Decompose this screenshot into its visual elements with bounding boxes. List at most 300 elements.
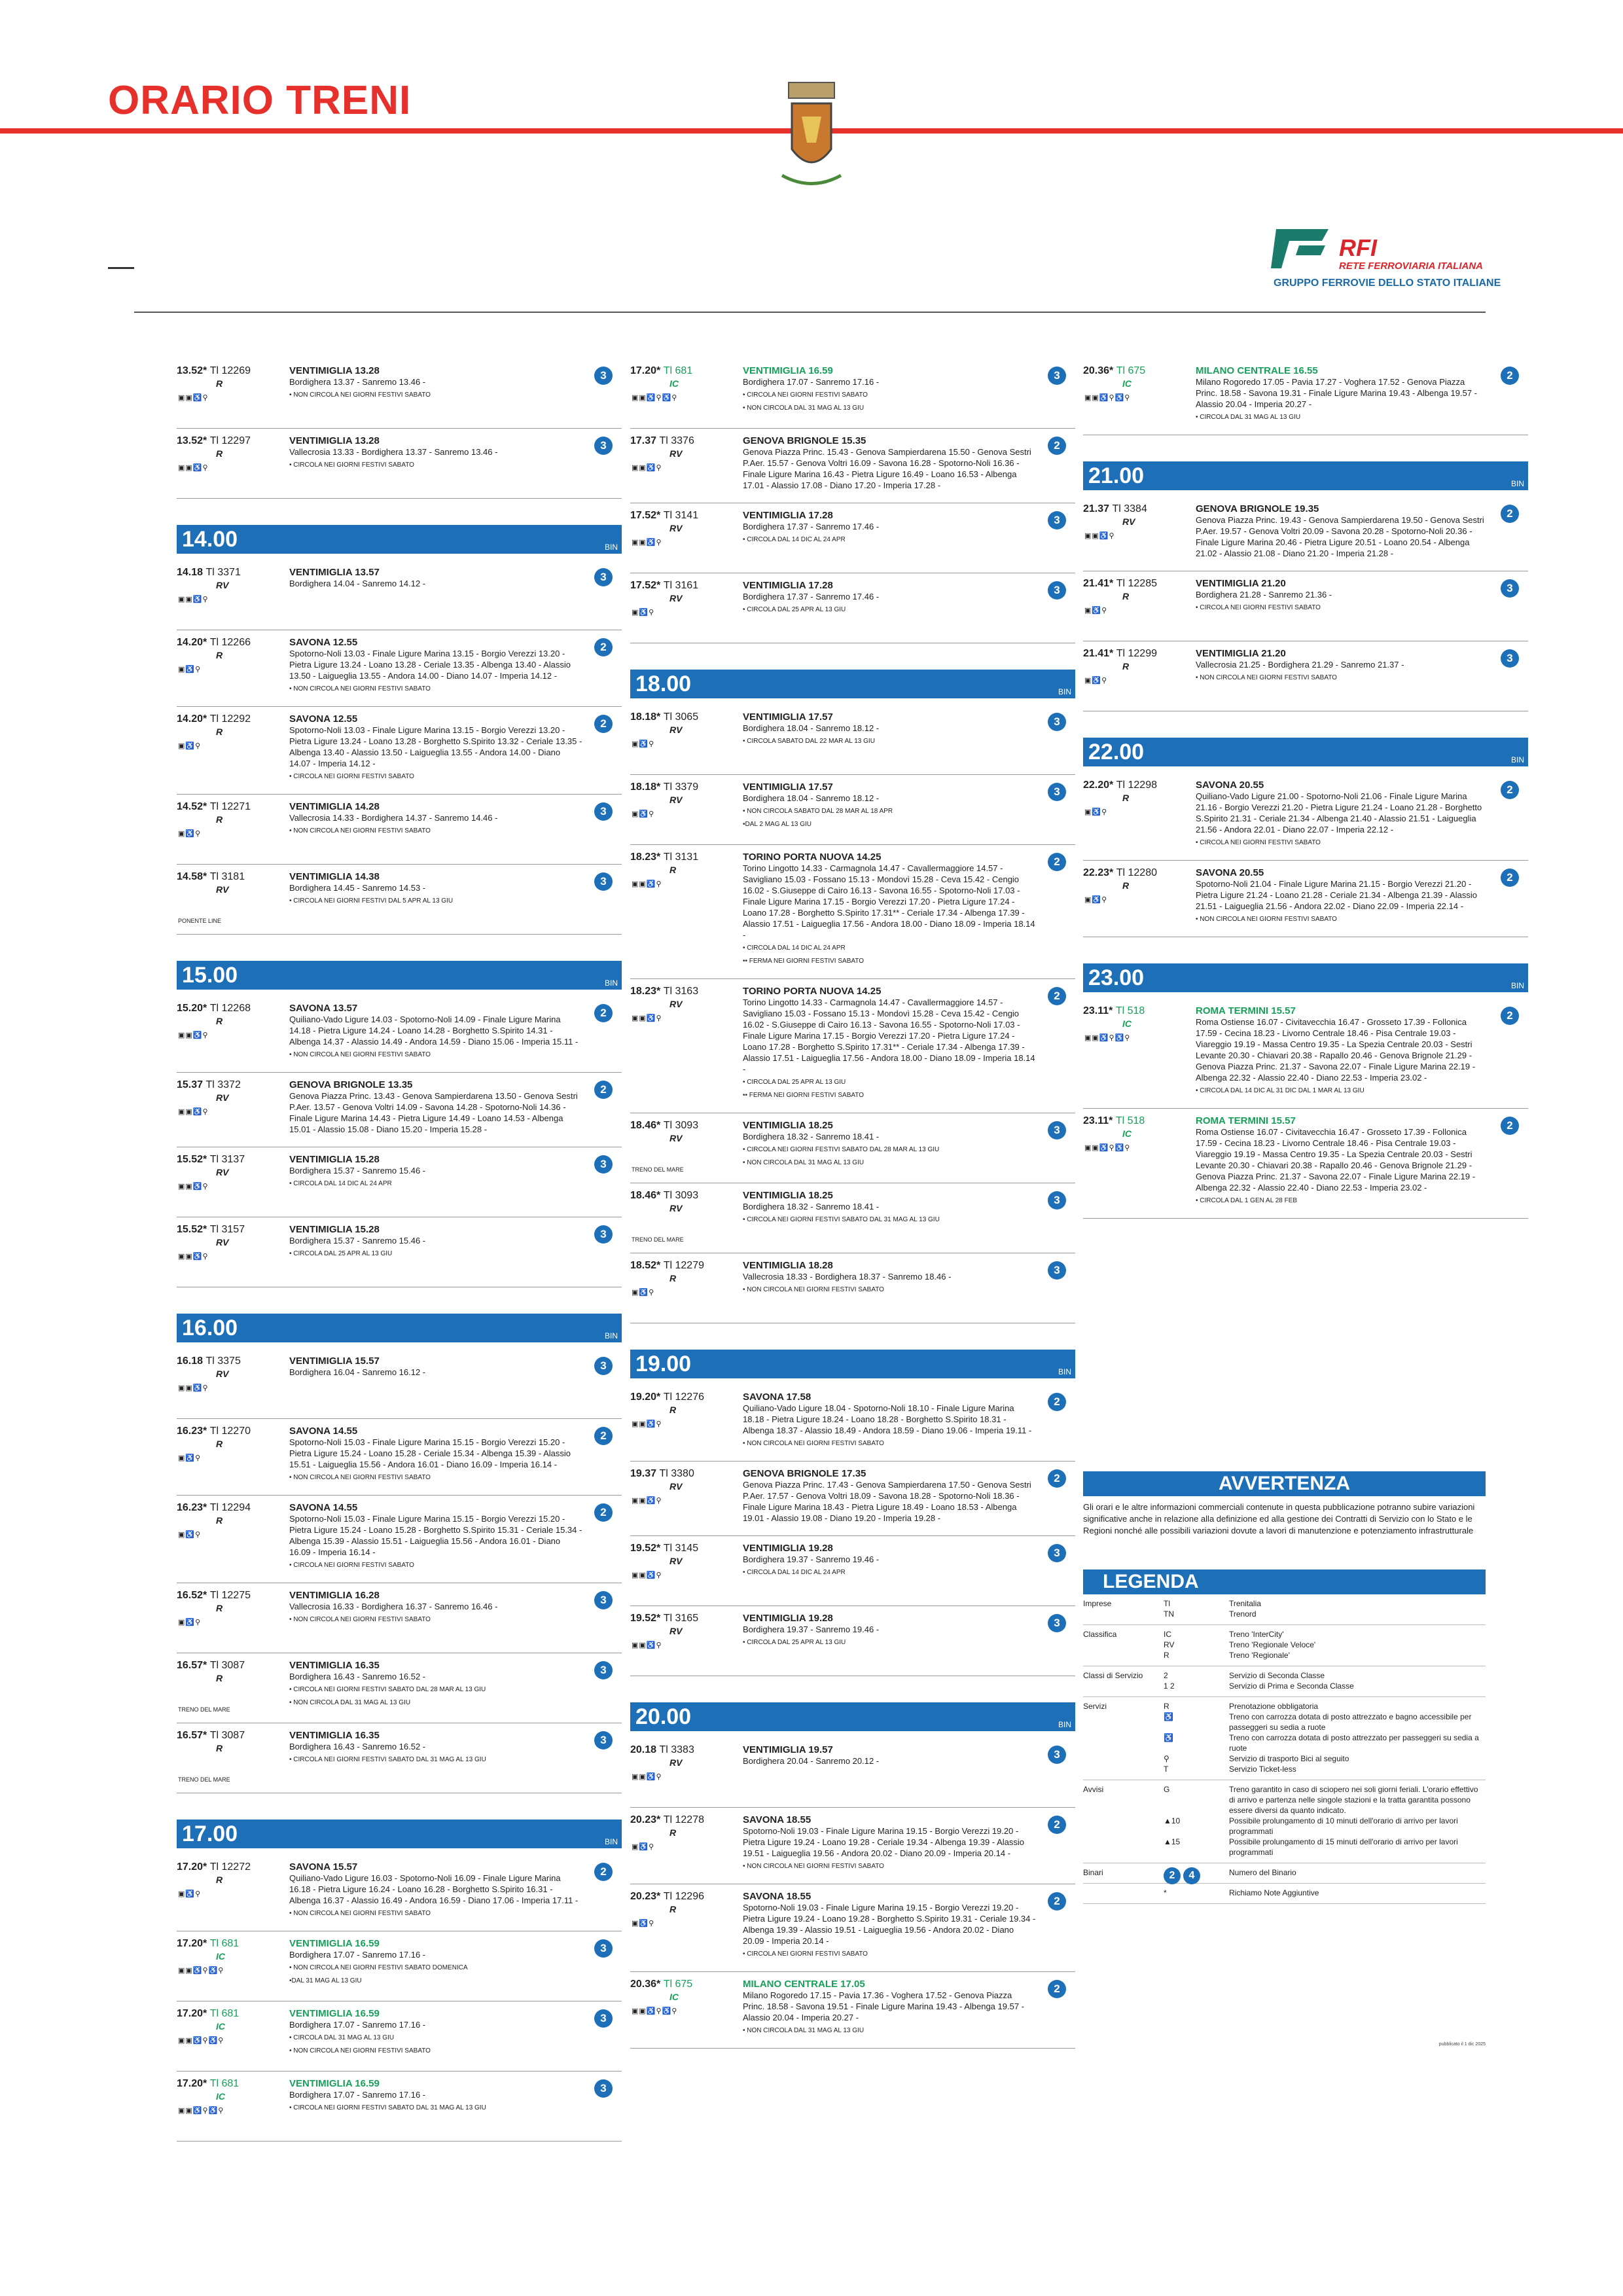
- legend-symbol: ▲15: [1164, 1837, 1181, 1846]
- train-entry: [1083, 641, 1528, 711]
- train-entry: [177, 2001, 622, 2072]
- origin-station: VENTIMIGLIA 16.59: [289, 1938, 380, 1949]
- legend-description: Servizio di trasporto Bici al seguito: [1229, 1754, 1349, 1763]
- legend-item: [1164, 1650, 1486, 1660]
- legend-description: Treno con carrozza dotata di posto attrezzato e bagno accessibile per passeggeri su sedia a ruote: [1229, 1712, 1472, 1732]
- bin-label: BIN: [1058, 1367, 1071, 1376]
- departure-time: 18.46*: [630, 1120, 664, 1131]
- service-icons: ▣♿⚲: [632, 609, 655, 617]
- train-number: Tl 12298: [1116, 780, 1157, 791]
- train-entry: [177, 429, 622, 499]
- service-icons: ▣▣♿⚲: [632, 1641, 662, 1649]
- platform-badge: 3: [1048, 1544, 1066, 1562]
- route-stops: Bordighera 14.04 - Sanremo 14.12 -: [289, 579, 426, 588]
- train-body: [743, 1543, 1036, 1578]
- service-icons: ▣▣♿⚲: [178, 1384, 209, 1392]
- service-icons: ▣♿⚲: [178, 1454, 202, 1462]
- train-note: • NON CIRCOLA NEI GIORNI FESTIVI SABATO: [289, 391, 431, 399]
- bin-label: BIN: [604, 978, 618, 988]
- train-entry: [177, 1931, 622, 2001]
- origin-station: ROMA TERMINI 15.57: [1196, 1115, 1296, 1126]
- hour-header: [1083, 461, 1528, 490]
- departure-time: 17.37: [630, 435, 660, 446]
- hour-header: [630, 670, 1075, 698]
- origin-station: VENTIMIGLIA 15.57: [289, 1355, 380, 1367]
- hour-header: [1083, 738, 1528, 766]
- train-body: [289, 1355, 582, 1378]
- departure-time: 18.18*: [630, 711, 664, 723]
- train-entry: [1083, 497, 1528, 571]
- train-number: Tl 3137: [209, 1154, 245, 1165]
- train-number: Tl 675: [663, 1979, 693, 1990]
- page-title: ORARIO TRENI: [108, 78, 412, 123]
- service-icons: ▣♿⚲: [632, 810, 655, 818]
- bin-label: BIN: [604, 543, 618, 552]
- train-entry: [177, 1496, 622, 1583]
- train-body: [743, 986, 1036, 1101]
- departure: [1083, 648, 1157, 659]
- train-note: • NON CIRCOLA NEI GIORNI FESTIVI SABATO: [289, 1910, 431, 1917]
- origin-station: VENTIMIGLIA 21.20: [1196, 648, 1286, 659]
- platform-badge: 2: [1501, 1007, 1519, 1025]
- route-stops: Bordighera 17.07 - Sanremo 17.16 -: [289, 2020, 426, 2030]
- departure: [177, 637, 251, 648]
- service-icons: ▣▣♿⚲: [632, 1571, 662, 1579]
- departure: [177, 2078, 239, 2089]
- train-note: • NON CIRCOLA DAL 31 MAG AL 13 GIU: [743, 1159, 865, 1166]
- service-icons: ▣▣♿⚲♿⚲: [178, 1967, 224, 1975]
- train-entry: [177, 1349, 622, 1419]
- hour-header: [630, 1350, 1075, 1378]
- train-number: Tl 12270: [209, 1426, 251, 1437]
- legend-symbol: 2: [1164, 1671, 1168, 1680]
- train-category-icon: RV: [669, 593, 683, 603]
- train-body: [743, 781, 1036, 830]
- train-body: [743, 435, 1036, 491]
- route-stops: Bordighera 16.43 - Sanremo 16.52 -: [289, 1742, 426, 1751]
- train-number: Tl 12292: [209, 713, 251, 725]
- publication-note: pubblicato il 1 dic 2025: [1438, 2042, 1486, 2047]
- train-number: Tl 3093: [663, 1120, 699, 1131]
- train-entry: [1083, 861, 1528, 937]
- departure: [630, 365, 692, 376]
- departure: [177, 435, 251, 446]
- origin-station: VENTIMIGLIA 19.57: [743, 1744, 833, 1755]
- platform-badge: 3: [594, 1155, 613, 1174]
- legend-item: [1164, 1598, 1486, 1609]
- train-note: • NON CIRCOLA NEI GIORNI FESTIVI SABATO: [289, 2047, 431, 2054]
- departure-time: 16.52*: [177, 1590, 210, 1601]
- origin-station: VENTIMIGLIA 17.28: [743, 580, 833, 591]
- route-stops: Bordighera 20.04 - Sanremo 20.12 -: [743, 1756, 880, 1766]
- train-category-icon: RV: [1122, 516, 1135, 527]
- train-number: Tl 3379: [663, 781, 699, 793]
- route-stops: Milano Rogoredo 17.05 - Pavia 17.27 - Voghera 17.52 - Genova Piazza Princ. 18.58 - Savona 19.31 - Finale Ligure Marina 19.43 - Albenga 19.57 - Alassio 20.04 - Imperia 20.27 -: [1196, 377, 1477, 409]
- departure-time: 21.41*: [1083, 578, 1116, 589]
- train-note: •DAL 2 MAG AL 13 GIU: [743, 821, 812, 828]
- coat-of-arms-logo: [769, 77, 854, 202]
- origin-station: GENOVA BRIGNOLE 17.35: [743, 1468, 866, 1479]
- train-category-icon: R: [669, 865, 677, 875]
- train-number: Tl 3131: [663, 852, 699, 863]
- route-stops: Spotorno-Noli 19.03 - Finale Ligure Marina 19.15 - Borgio Verezzi 19.20 - Pietra Ligure 19.24 - Loano 19.28 - Ceriale 19.34 - Albenga 19.39 - Alassio 19.51 - Laigueglia 19.56 - Andora 20.02 - Diano 20.09 - Imperia 20.14 -: [743, 1826, 1025, 1858]
- route-stops: Bordighera 18.32 - Sanremo 18.41 -: [743, 1202, 880, 1211]
- train-category-icon: RV: [669, 725, 683, 735]
- train-number: Tl 12266: [209, 637, 251, 648]
- legend-group-name: Classi di Servizio: [1083, 1671, 1143, 1680]
- legend-group-name: Binari: [1083, 1868, 1103, 1877]
- platform-badge: 3: [594, 437, 613, 455]
- departure-time: 17.20*: [177, 1938, 210, 1949]
- legend-symbol: Tl: [1164, 1599, 1170, 1608]
- departure: [630, 781, 698, 793]
- bin-label: BIN: [1058, 687, 1071, 696]
- train-category-icon: RV: [216, 1167, 229, 1177]
- train-note: • NON CIRCOLA NEI GIORNI FESTIVI SABATO: [743, 1440, 884, 1447]
- origin-station: VENTIMIGLIA 16.28: [289, 1590, 380, 1601]
- service-icons: ▣♿⚲: [632, 1920, 655, 1928]
- platform-badge: 2: [1048, 437, 1066, 455]
- departure-time: 15.20*: [177, 1003, 210, 1014]
- hour-label: 18.00: [635, 672, 692, 696]
- departure-time: 17.20*: [177, 1861, 210, 1873]
- train-entry: [630, 979, 1075, 1113]
- train-note: • CIRCOLA NEI GIORNI FESTIVI SABATO: [289, 461, 414, 469]
- hour-header: [177, 1820, 622, 1848]
- train-entry: [177, 1147, 622, 1217]
- train-entry: [630, 705, 1075, 775]
- route-stops: Vallecrosia 16.33 - Bordighera 16.37 - Sanremo 16.46 -: [289, 1602, 498, 1611]
- train-note: • NON CIRCOLA NEI GIORNI FESTIVI SABATO DOMENICA: [289, 1964, 468, 1971]
- service-icons: ▣▣♿⚲: [632, 1497, 662, 1505]
- departure: [630, 1190, 698, 1201]
- train-number: Tl 3065: [663, 711, 699, 723]
- train-entry: [630, 503, 1075, 573]
- departure: [630, 711, 698, 723]
- platform-badge: 4: [1183, 1867, 1200, 1884]
- train-body: [289, 567, 582, 589]
- service-icons: ▣▣♿⚲: [632, 464, 662, 472]
- origin-station: SAVONA 18.55: [743, 1814, 812, 1825]
- train-entry: [630, 1183, 1075, 1253]
- train-category-icon: RV: [669, 523, 683, 533]
- train-number: Tl 12275: [209, 1590, 251, 1601]
- origin-station: GENOVA BRIGNOLE 19.35: [1196, 503, 1319, 514]
- departure-time: 20.36*: [630, 1979, 664, 1990]
- legend-description: Prenotazione obbligatoria: [1229, 1702, 1319, 1711]
- train-note: • CIRCOLA DAL 14 DIC AL 31 DIC DAL 1 MAR AL 13 GIU: [1196, 1087, 1364, 1094]
- train-note: • NON CIRCOLA NEI GIORNI FESTIVI SABATO: [1196, 916, 1337, 923]
- content-rule: [134, 312, 1486, 313]
- train-note: • CIRCOLA DAL 31 MAG AL 13 GIU: [289, 2034, 395, 2041]
- departure: [177, 1355, 241, 1367]
- train-number: Tl 12294: [209, 1502, 251, 1513]
- departure-time: 18.23*: [630, 852, 664, 863]
- train-category-icon: R: [216, 448, 223, 459]
- train-body: [743, 365, 1036, 414]
- platform-badge: 3: [1048, 713, 1066, 731]
- train-number: Tl 3141: [663, 510, 699, 521]
- train-number: Tl 3372: [205, 1079, 241, 1090]
- service-icons: ▣♿⚲: [1084, 677, 1108, 685]
- legend-item: [1164, 1701, 1486, 1712]
- train-note: • CIRCOLA DAL 25 APR AL 13 GIU: [289, 1250, 393, 1257]
- train-note: • CIRCOLA DAL 25 APR AL 13 GIU: [743, 606, 846, 613]
- train-entry: [630, 1884, 1075, 1972]
- origin-station: SAVONA 14.55: [289, 1502, 358, 1513]
- route-stops: Bordighera 15.37 - Sanremo 15.46 -: [289, 1236, 426, 1246]
- bin-label: BIN: [1510, 755, 1524, 764]
- train-body: [743, 1120, 1036, 1168]
- origin-station: VENTIMIGLIA 14.28: [289, 801, 380, 812]
- train-number: Tl 3371: [205, 567, 241, 578]
- hour-label: 15.00: [182, 963, 238, 988]
- departure: [630, 580, 698, 591]
- legend-symbol: G: [1164, 1785, 1170, 1794]
- departure: [630, 1468, 694, 1479]
- train-entry: [177, 1855, 622, 1931]
- hour-label: 21.00: [1088, 463, 1145, 488]
- train-category-icon: RV: [216, 1369, 229, 1379]
- train-body: [289, 1861, 582, 1919]
- route-stops: Quiliano-Vado Ligure 16.03 - Spotorno-Noli 16.09 - Finale Ligure Marina 16.18 - Pietra Ligure 16.24 - Loano 16.28 - Borghetto S.Spirito 16.31 - Albenga 16.37 - Alassio 16.49 - Andora 16.59 - Diano 17.06 - Imperia 17.11 -: [289, 1873, 579, 1905]
- warning-box: [1083, 1471, 1486, 1537]
- train-body: [289, 2078, 582, 2113]
- train-number: Tl 681: [209, 1938, 240, 1949]
- legend-body: [1083, 1594, 1486, 1904]
- train-number: Tl 3384: [1112, 503, 1147, 514]
- route-stops: Torino Lingotto 14.33 - Carmagnola 14.47 - Cavallermaggiore 14.57 - Savigliano 15.03 - Fossano 15.13 - Mondovì 15.28 - Ceva 15.42 - Cengio 16.02 - S.Giuseppe di Cairo 16.13 - Savona 16.55 - Spotorno-Noli 17.03 - Finale Ligure Marina 17.15 - Borgio Verezzi 17.20 - Pietra Ligure 17.24 - Loano 17.28 - Borghetto S.Spirito 17.31** - Ceriale 17.34 - Albenga 17.39 - Alassio 17.51 - Laigueglia 17.56 - Andora 18.00 - Diano 18.09 - Imperia 18.14 -: [743, 997, 1035, 1074]
- origin-station: MILANO CENTRALE 17.05: [743, 1979, 865, 1990]
- train-body: [289, 1660, 582, 1708]
- departure: [630, 1260, 704, 1271]
- legend-item: [1164, 1732, 1486, 1753]
- train-body: [743, 1891, 1036, 1960]
- route-stops: Vallecrosia 18.33 - Bordighera 18.37 - Sanremo 18.46 -: [743, 1272, 952, 1282]
- train-body: [289, 1224, 582, 1259]
- platform-badge: 2: [1164, 1867, 1181, 1884]
- departure-time: 19.52*: [630, 1613, 664, 1624]
- route-stops: Bordighera 17.37 - Sanremo 17.46 -: [743, 522, 880, 531]
- platform-badge: 3: [594, 1357, 613, 1375]
- origin-station: ROMA TERMINI 15.57: [1196, 1005, 1296, 1016]
- train-note: • NON CIRCOLA NEI GIORNI FESTIVI SABATO: [289, 1051, 431, 1058]
- train-note: • CIRCOLA NEI GIORNI FESTIVI SABATO: [289, 1562, 414, 1569]
- train-number: Tl 3163: [663, 986, 699, 997]
- train-category-icon: R: [216, 1515, 223, 1526]
- platform-badge: 2: [594, 1427, 613, 1445]
- platform-badge: 2: [1048, 853, 1066, 871]
- train-body: [289, 1590, 582, 1625]
- bin-label: BIN: [1510, 479, 1524, 488]
- train-note: •DAL 31 MAG AL 13 GIU: [289, 1977, 362, 1984]
- route-stops: Genova Piazza Princ. 17.43 - Genova Sampierdarena 17.50 - Genova Sestri P.Aer. 17.57 - Genova Voltri 18.09 - Savona 18.28 - Spotorno-Noli 18.36 - Finale Ligure Marina 18.43 - Pietra Ligure 18.49 - Loano 18.53 - Albenga 19.01 - Alassio 19.08 - Diano 19.20 - Imperia 19.28 -: [743, 1480, 1031, 1523]
- train-number: Tl 12297: [209, 435, 251, 446]
- departure: [630, 1543, 698, 1554]
- train-number: Tl 681: [209, 2008, 240, 2019]
- legend-symbol: ♿: [1164, 1733, 1173, 1742]
- departure: [1083, 780, 1157, 791]
- service-icons: ▣▣♿⚲♿⚲: [178, 2037, 224, 2045]
- service-icons: ▣♿⚲: [632, 740, 655, 748]
- train-category-icon: IC: [216, 1951, 225, 1962]
- legend-group-name: Imprese: [1083, 1599, 1112, 1608]
- train-entry: [1083, 999, 1528, 1109]
- departure-time: 19.20*: [630, 1391, 664, 1403]
- train-category-icon: R: [216, 650, 223, 660]
- train-body: [289, 637, 582, 694]
- train-number: Tl 12285: [1116, 578, 1157, 589]
- departure-time: 18.18*: [630, 781, 664, 793]
- bin-label: BIN: [604, 1837, 618, 1846]
- train-note: • NON CIRCOLA NEI GIORNI FESTIVI SABATO: [289, 827, 431, 834]
- train-body: [1196, 578, 1489, 613]
- train-entry: [630, 775, 1075, 845]
- train-entry: [1083, 359, 1528, 435]
- origin-station: VENTIMIGLIA 21.20: [1196, 578, 1286, 589]
- legend-group: [1083, 1780, 1486, 1863]
- hour-label: 17.00: [182, 1821, 238, 1846]
- origin-station: VENTIMIGLIA 18.25: [743, 1190, 833, 1201]
- departure-time: 14.18: [177, 567, 206, 578]
- bin-label: BIN: [1058, 1720, 1071, 1729]
- departure: [630, 1391, 704, 1403]
- train-note: • CIRCOLA NEI GIORNI FESTIVI DAL 5 APR AL 13 GIU: [289, 897, 454, 905]
- train-category-icon: R: [669, 1827, 677, 1838]
- train-body: [289, 1502, 582, 1571]
- train-category-icon: RV: [669, 1757, 683, 1768]
- departure: [177, 871, 245, 882]
- route-stops: Bordighera 18.04 - Sanremo 18.12 -: [743, 723, 880, 733]
- platform-badge: 2: [594, 715, 613, 733]
- platform-badge: 3: [594, 802, 613, 821]
- route-stops: Milano Rogoredo 17.15 - Pavia 17.36 - Voghera 17.52 - Genova Piazza Princ. 18.58 - Savona 19.51 - Finale Ligure Marina 19.43 - Albenga 19.57 - Alassio 20.04 - Imperia 20.27 -: [743, 1990, 1024, 2022]
- train-note: • NON CIRCOLA NEI GIORNI FESTIVI SABATO: [289, 1474, 431, 1481]
- hour-label: 22.00: [1088, 740, 1145, 764]
- train-category-icon: R: [1122, 880, 1130, 891]
- service-icons: ▣▣♿⚲: [178, 1253, 209, 1261]
- train-body: [743, 580, 1036, 615]
- service-icons: ▣▣♿⚲♿⚲: [1084, 394, 1131, 402]
- train-body: [289, 365, 582, 401]
- departure: [630, 1891, 704, 1902]
- train-category-icon: R: [669, 1904, 677, 1914]
- train-number: Tl 12276: [663, 1391, 704, 1403]
- train-entry: [177, 1217, 622, 1287]
- service-icons: ▣♿⚲: [632, 1289, 655, 1297]
- origin-station: VENTIMIGLIA 19.28: [743, 1613, 833, 1624]
- hour-label: 14.00: [182, 527, 238, 552]
- train-note: • CIRCOLA DAL 1 GEN AL 28 FEB: [1196, 1197, 1298, 1204]
- origin-station: VENTIMIGLIA 17.57: [743, 781, 833, 793]
- legend-item: [1164, 1629, 1486, 1640]
- legend-symbol: RV: [1164, 1640, 1175, 1649]
- train-number: Tl 3181: [209, 871, 245, 882]
- origin-station: VENTIMIGLIA 15.28: [289, 1154, 380, 1165]
- train-entry: [177, 1073, 622, 1147]
- train-note: • CIRCOLA NEI GIORNI FESTIVI SABATO DAL 31 MAG AL 13 GIU: [289, 2104, 486, 2111]
- origin-station: VENTIMIGLIA 18.25: [743, 1120, 833, 1131]
- train-number: Tl 12299: [1116, 648, 1157, 659]
- train-body: [1196, 365, 1489, 423]
- route-stops: Bordighera 14.45 - Sanremo 14.53 -: [289, 883, 426, 893]
- departure-time: 17.20*: [177, 2078, 210, 2089]
- platform-badge: 3: [1048, 783, 1066, 801]
- train-category-icon: R: [216, 1874, 223, 1885]
- departure-time: 20.23*: [630, 1891, 664, 1902]
- departure: [630, 852, 698, 863]
- platform-badge: 3: [594, 568, 613, 586]
- train-entry: [177, 359, 622, 429]
- train-note: • NON CIRCOLA DAL 31 MAG AL 13 GIU: [289, 1699, 411, 1706]
- train-number: Tl 12278: [663, 1814, 704, 1825]
- origin-station: VENTIMIGLIA 15.28: [289, 1224, 380, 1235]
- train-note: • CIRCOLA NEI GIORNI FESTIVI SABATO: [289, 773, 414, 780]
- train-number: Tl 12279: [663, 1260, 704, 1271]
- origin-station: VENTIMIGLIA 13.28: [289, 365, 380, 376]
- legend-symbol: TN: [1164, 1609, 1174, 1619]
- train-body: [289, 1938, 582, 1986]
- train-entry: [630, 1253, 1075, 1323]
- train-number: Tl 518: [1115, 1115, 1145, 1126]
- service-icons: ▣▣♿⚲: [178, 1183, 209, 1191]
- platform-badge: 2: [1048, 1980, 1066, 1998]
- train-entry: [177, 996, 622, 1073]
- legend-group-name: Avvisi: [1083, 1785, 1104, 1794]
- departure-time: 20.36*: [1083, 365, 1116, 376]
- train-body: [289, 1003, 582, 1060]
- departure: [1083, 867, 1157, 878]
- departure: [177, 1861, 251, 1873]
- departure: [177, 2008, 239, 2019]
- train-note: • CIRCOLA SABATO DAL 22 MAR AL 13 GIU: [743, 738, 875, 745]
- train-entry: [177, 2072, 622, 2142]
- train-note: • NON CIRCOLA DAL 31 MAG AL 13 GIU: [743, 2027, 865, 2034]
- platform-badge: 3: [594, 1591, 613, 1609]
- service-icons: ▣♿⚲: [1084, 896, 1108, 904]
- origin-station: TORINO PORTA NUOVA 14.25: [743, 852, 882, 863]
- service-icons: ▣♿⚲: [178, 742, 202, 750]
- route-stops: Bordighera 21.28 - Sanremo 21.36 -: [1196, 590, 1332, 600]
- service-icons: ▣▣♿⚲♿⚲: [1084, 1034, 1131, 1042]
- legend-description: Treno garantito in caso di sciopero nei soli giorni feriali. L'orario effettivo di arrivo e partenza nelle singole stazioni e la tratta garantita possono essere diversi da quanto indicato.: [1229, 1785, 1478, 1815]
- departure-time: 14.20*: [177, 713, 210, 725]
- bin-label: BIN: [604, 1331, 618, 1340]
- departure: [177, 1590, 251, 1601]
- origin-station: SAVONA 15.57: [289, 1861, 358, 1873]
- train-entry: [177, 1653, 622, 1723]
- train-number: Tl 518: [1115, 1005, 1145, 1016]
- route-stops: Vallecrosia 14.33 - Bordighera 14.37 - Sanremo 14.46 -: [289, 813, 498, 823]
- legend-symbol: [1164, 1867, 1216, 1884]
- train-category-icon: R: [216, 1673, 223, 1683]
- train-category-icon: RV: [216, 1092, 229, 1103]
- train-note: • CIRCOLA NEI GIORNI FESTIVI SABATO DAL 31 MAG AL 13 GIU: [289, 1756, 486, 1763]
- legend-description: Treno 'Regionale': [1229, 1651, 1290, 1660]
- departure: [1083, 1115, 1145, 1126]
- origin-station: MILANO CENTRALE 16.55: [1196, 365, 1318, 376]
- departure-time: 16.57*: [177, 1660, 210, 1671]
- route-stops: Bordighera 17.37 - Sanremo 17.46 -: [743, 592, 880, 601]
- route-stops: Quiliano-Vado Ligure 21.00 - Spotorno-Noli 21.06 - Finale Ligure Marina 21.16 - Borgio Verezzi 21.20 - Pietra Ligure 21.24 - Loano 21.28 - Borghetto S.Spirito 21.31 - Ceriale 21.34 - Albenga 21.40 - Alassio 21.51 - Laigueglia 21.56 - Andora 22.01 - Diano 22.07 - Imperia 22.12 -: [1196, 791, 1482, 834]
- train-category-icon: R: [216, 814, 223, 825]
- platform-badge: 3: [594, 1225, 613, 1244]
- train-entry: [177, 865, 622, 935]
- departure: [177, 1224, 245, 1235]
- platform-badge: 2: [1048, 1469, 1066, 1488]
- route-stops: Spotorno-Noli 19.03 - Finale Ligure Marina 19.15 - Borgio Verezzi 19.20 - Pietra Ligure 19.24 - Loano 19.28 - Borghetto S.Spirito 19.31 - Ceriale 19.34 - Albenga 19.39 - Alassio 19.51 - Laigueglia 19.56 - Andora 20.02 - Diano 20.09 - Imperia 20.14 -: [743, 1903, 1036, 1946]
- hour-label: 19.00: [635, 1352, 692, 1376]
